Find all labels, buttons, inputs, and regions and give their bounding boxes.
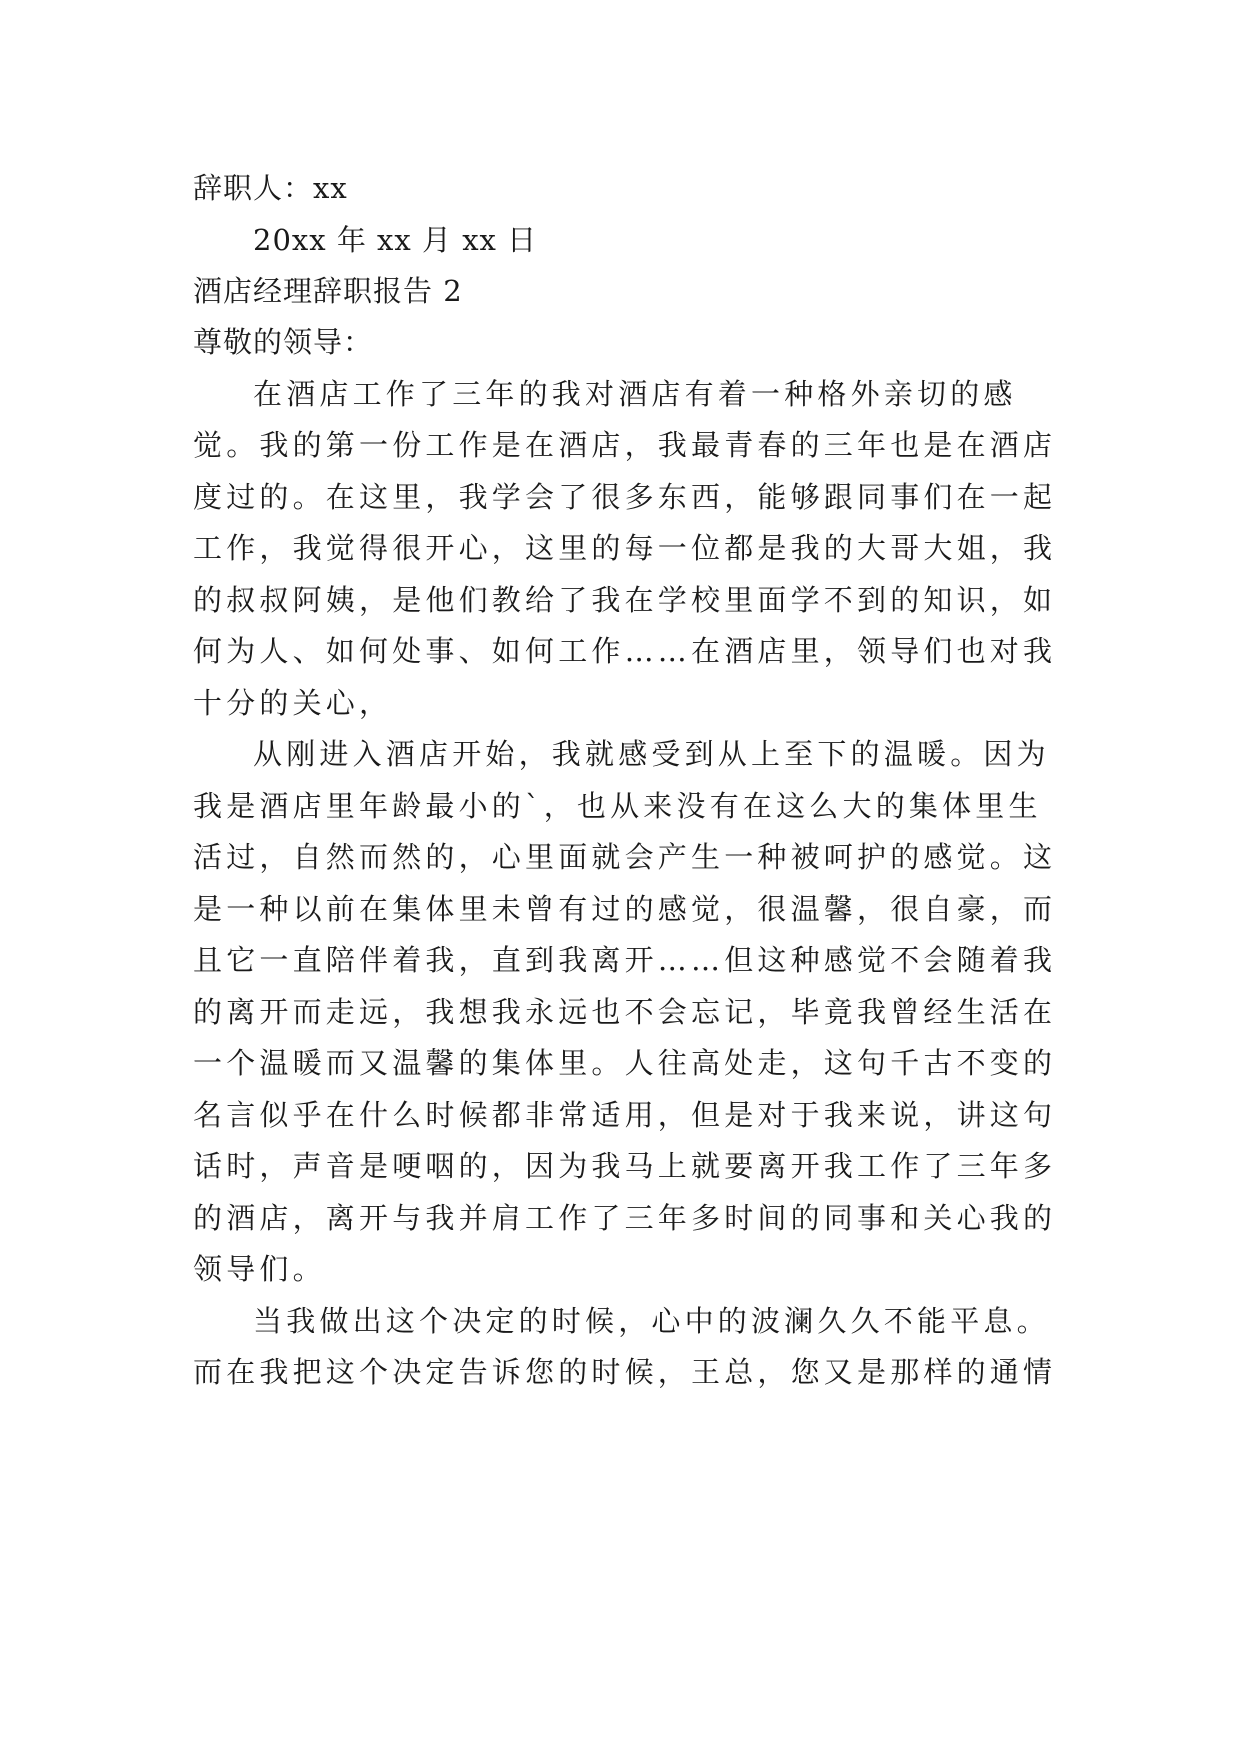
- paragraph-1-line-2: 觉。我的第一份工作是在酒店，我最青春的三年也是在酒店: [193, 428, 1057, 462]
- paragraph-2-line-9: 话时，声音是哽咽的，因为我马上就要离开我工作了三年多: [193, 1149, 1057, 1183]
- paragraph-2-line-4: 是一种以前在集体里未曾有过的感觉，很温馨，很自豪，而: [193, 892, 1057, 926]
- paragraph-2-line-5: 且它一直陪伴着我，直到我离开……但这种感觉不会随着我: [193, 943, 1057, 977]
- date-line: 20xx 年 xx 月 xx 日: [253, 223, 538, 257]
- paragraph-2-line-6: 的离开而走远，我想我永远也不会忘记，毕竟我曾经生活在: [193, 995, 1057, 1029]
- resigner-line: 辞职人：xx: [193, 171, 348, 205]
- paragraph-3-line-1: 当我做出这个决定的时候，心中的波澜久久不能平息。: [253, 1304, 1050, 1338]
- document-title: 酒店经理辞职报告 2: [193, 274, 463, 308]
- paragraph-1-line-1: 在酒店工作了三年的我对酒店有着一种格外亲切的感: [253, 377, 1017, 411]
- paragraph-1-line-3: 度过的。在这里，我学会了很多东西，能够跟同事们在一起: [193, 480, 1057, 514]
- paragraph-2-line-1: 从刚进入酒店开始，我就感受到从上至下的温暖。因为: [253, 737, 1050, 771]
- paragraph-2-line-8: 名言似乎在什么时候都非常适用，但是对于我来说，讲这句: [193, 1098, 1057, 1132]
- salutation: 尊敬的领导：: [193, 325, 374, 359]
- paragraph-2-line-2: 我是酒店里年龄最小的`，也从来没有在这么大的集体里生: [193, 789, 1042, 823]
- paragraph-3-line-2: 而在我把这个决定告诉您的时候，王总，您又是那样的通情: [193, 1355, 1057, 1389]
- paragraph-1-line-7: 十分的关心，: [193, 686, 393, 720]
- paragraph-2-line-7: 一个温暖而又温馨的集体里。人往高处走，这句千古不变的: [193, 1046, 1057, 1080]
- paragraph-2-line-11: 领导们。: [193, 1252, 326, 1286]
- paragraph-2-line-3: 活过，自然而然的，心里面就会产生一种被呵护的感觉。这: [193, 840, 1057, 874]
- paragraph-1-line-6: 何为人、如何处事、如何工作……在酒店里，领导们也对我: [193, 634, 1057, 668]
- paragraph-1-line-4: 工作，我觉得很开心，这里的每一位都是我的大哥大姐，我: [193, 531, 1057, 565]
- paragraph-2-line-10: 的酒店，离开与我并肩工作了三年多时间的同事和关心我的: [193, 1201, 1057, 1235]
- paragraph-1-line-5: 的叔叔阿姨，是他们教给了我在学校里面学不到的知识，如: [193, 583, 1057, 617]
